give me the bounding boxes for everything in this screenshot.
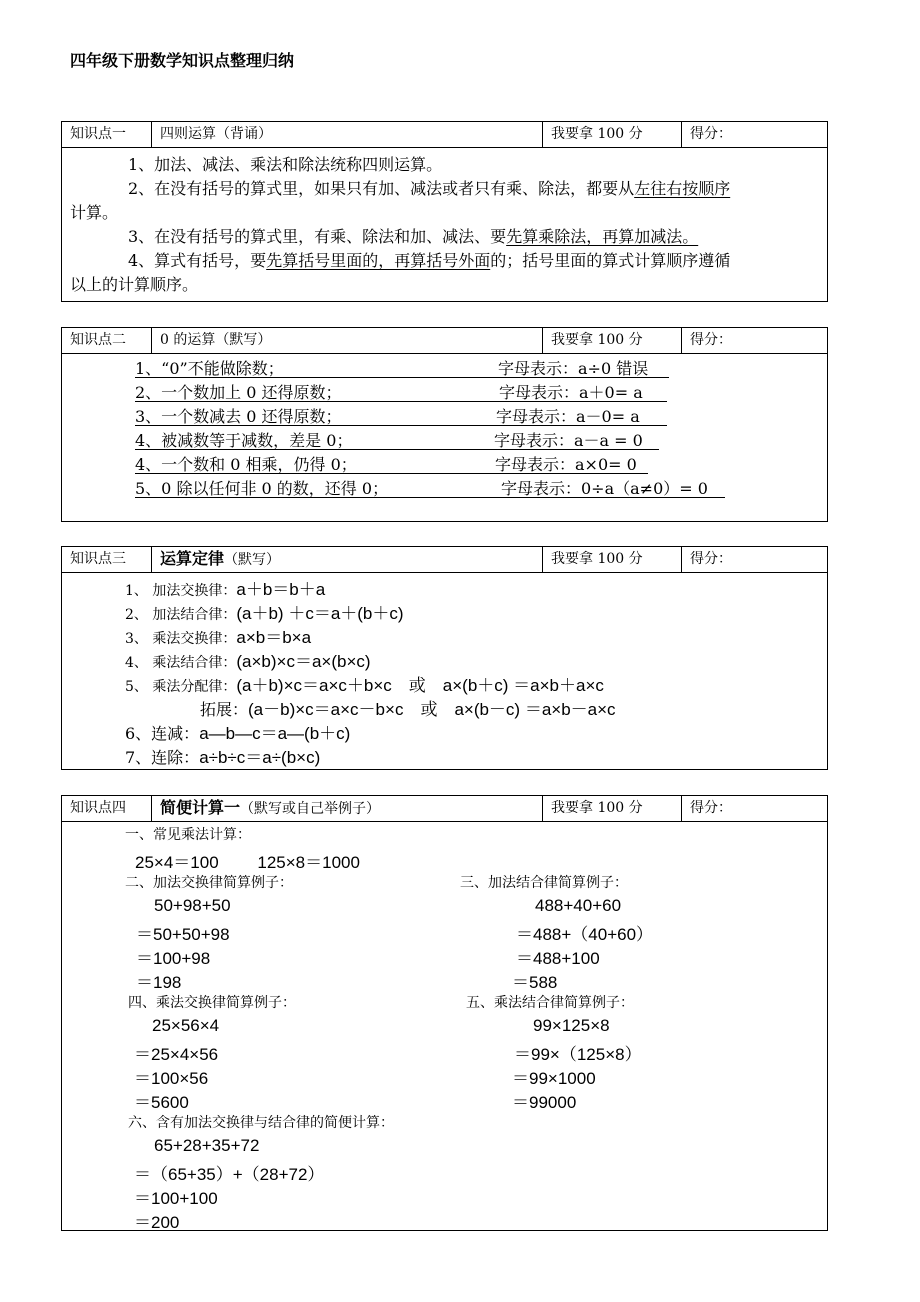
law-4-formula: (a×b)×c＝a×(b×c) (236, 652, 371, 671)
law-line-extension (200, 695, 616, 720)
zero-rule-5: 4、一个数和 0 相乘，仍得 0； (135, 455, 357, 474)
example-2-step-3: ＝100+98 (136, 949, 211, 968)
example-heading-1: 一、常见乘法计算： (125, 827, 251, 843)
section-4-topic-title: 简便计算一 (160, 798, 241, 817)
rule-line-3-emphasis: 先算乘除法，再算加减法。 (506, 227, 699, 246)
law-line-5 (125, 671, 604, 696)
law-4-name: 4、 乘法结合律： (125, 655, 237, 671)
example-3-step-1: 488+40+60 (535, 896, 622, 915)
section-3-topic-title: 运算定律 (160, 549, 225, 568)
law-6-formula: a—b—c＝a—(b＋c) (199, 724, 351, 743)
section-1-goal: 我要拿 100 分 (543, 122, 682, 147)
zero-formula-3: 字母表示：a－0= a (496, 407, 640, 426)
section-4-box (61, 795, 828, 1231)
section-2-header (62, 328, 827, 354)
zero-formula-2: 字母表示：a＋0= a (499, 383, 643, 402)
section-3-box (61, 546, 828, 770)
law-5-formula: (a＋b)×c＝a×c＋b×c 或 a×(b＋c) ＝a×b＋a×c (236, 676, 604, 695)
law-5-name: 5、 乘法分配律： (125, 679, 237, 695)
example-6-step-4: ＝200 (134, 1213, 180, 1232)
rule-line-1: 1、加法、减法、乘法和除法统称四则运算。 (128, 155, 443, 174)
section-4-header (62, 796, 827, 822)
law-1-formula: a＋b＝b＋a (236, 580, 326, 599)
rule-line-4-cont: 以上的计算顺序。 (70, 275, 199, 294)
example-6-step-1: 65+28+35+72 (154, 1136, 260, 1155)
section-2-goal: 我要拿 100 分 (543, 328, 682, 353)
example-6-step-3: ＝100+100 (134, 1189, 218, 1208)
zero-underline-1 (135, 377, 669, 378)
zero-formula-4: 字母表示：a－a = 0 (494, 431, 643, 450)
example-2-step-1: 50+98+50 (154, 896, 231, 915)
example-4-step-3: ＝100×56 (134, 1069, 209, 1088)
zero-rule-3: 3、一个数减去 0 还得原数； (135, 407, 342, 426)
zero-rule-6: 5、0 除以任何非 0 的数，还得 0； (135, 479, 389, 498)
section-2-box (61, 327, 828, 522)
zero-rule-2: 2、一个数加上 0 还得原数； (135, 383, 342, 402)
rule-line-3 (128, 224, 698, 247)
zero-underline-5 (135, 473, 648, 474)
law-7-formula: a÷b÷c＝a÷(b×c) (199, 748, 321, 767)
example-heading-4: 四、乘法交换律简算例子： (128, 995, 296, 1011)
example-heading-5: 五、乘法结合律简算例子： (466, 995, 634, 1011)
law-3-name: 3、 乘法交换律： (125, 631, 237, 647)
law-line-6 (125, 719, 350, 744)
law-line-4 (125, 647, 371, 672)
law-line-7 (125, 743, 320, 768)
zero-underline-6 (135, 497, 725, 498)
example-1-line: 25×4＝100 125×8＝1000 (135, 853, 360, 872)
example-5-step-4: ＝99000 (512, 1093, 577, 1112)
rule-line-2-cont: 计算。 (70, 203, 119, 222)
example-6-step-2: ＝（65+35）+（28+72） (134, 1165, 325, 1184)
section-2-score: 得分： (690, 332, 732, 348)
section-4-topic (152, 796, 543, 821)
section-1-topic: 四则运算（背诵） (152, 122, 543, 147)
rule-line-4-emphasis: 先算括号里面的，再算括号外面 (266, 251, 491, 270)
section-3-header (62, 547, 827, 573)
section-3-topic (152, 547, 543, 572)
zero-underline-2 (135, 401, 667, 402)
zero-formula-5: 字母表示：a×0= 0 (495, 455, 637, 474)
law-line-1 (125, 575, 325, 600)
example-heading-3: 三、加法结合律简算例子： (460, 875, 628, 891)
example-3-step-3: ＝488+100 (516, 949, 600, 968)
section-4-goal: 我要拿 100 分 (543, 796, 682, 821)
section-4-score: 得分： (690, 800, 732, 816)
section-1-header (62, 122, 827, 148)
law-3-formula: a×b＝b×a (236, 628, 312, 647)
section-2-topic: 0 的运算（默写） (152, 328, 543, 353)
section-3-topic-hint: （默写） (224, 552, 281, 568)
rule-line-3-text: 3、在没有括号的算式里，有乘、除法和加、减法、要 (128, 227, 507, 246)
zero-rule-4: 4、被减数等于减数，差是 0； (135, 431, 353, 450)
zero-formula-1: 字母表示：a÷0 错误 (498, 359, 649, 378)
page-title: 四年级下册数学知识点整理归纳 (70, 51, 295, 70)
example-5-step-1: 99×125×8 (533, 1016, 610, 1035)
section-1-label: 知识点一 (62, 122, 152, 147)
section-2-label: 知识点二 (62, 328, 152, 353)
example-4-step-4: ＝5600 (134, 1093, 189, 1112)
section-1-score: 得分： (690, 126, 732, 142)
law-extension-formula: (a－b)×c＝a×c－b×c 或 a×(b－c) ＝a×b－a×c (248, 700, 616, 719)
example-4-step-1: 25×56×4 (152, 1016, 220, 1035)
example-4-step-2: ＝25×4×56 (134, 1045, 219, 1064)
zero-rule-1: 1、“0”不能做除数； (135, 359, 284, 378)
law-1-name: 1、 加法交换律： (125, 583, 237, 599)
section-3-goal: 我要拿 100 分 (543, 547, 682, 572)
example-2-step-4: ＝198 (136, 973, 182, 992)
example-2-step-2: ＝50+50+98 (136, 925, 230, 944)
rule-line-4-tail: 的；括号里面的算式计算顺序遵循 (490, 251, 731, 270)
law-6-name: 6、连减： (125, 724, 200, 743)
rule-line-2-text: 2、在没有括号的算式里，如果只有加、减法或者只有乘、除法，都要从 (128, 179, 635, 198)
zero-underline-4 (135, 449, 659, 450)
example-heading-2: 二、加法交换律简算例子： (125, 875, 293, 891)
example-5-step-3: ＝99×1000 (512, 1069, 596, 1088)
rule-line-4 (128, 248, 730, 271)
law-line-2 (125, 599, 404, 624)
section-1-box (61, 121, 828, 302)
example-3-step-2: ＝488+（40+60） (516, 925, 654, 944)
example-5-step-2: ＝99×（125×8） (514, 1045, 642, 1064)
section-3-score: 得分： (690, 551, 732, 567)
zero-underline-3 (135, 425, 667, 426)
example-3-step-4: ＝588 (512, 973, 558, 992)
rule-line-4-text: 4、算式有括号，要 (128, 251, 267, 270)
zero-formula-6: 字母表示：0÷a（a≠0）= 0 (501, 479, 708, 498)
law-2-formula: (a＋b) ＋c＝a＋(b＋c) (236, 604, 404, 623)
law-extension-name: 拓展： (200, 700, 249, 719)
example-heading-6: 六、含有加法交换律与结合律的简便计算： (128, 1115, 394, 1131)
rule-line-2-emphasis: 左往右按顺序 (634, 179, 731, 198)
rule-line-2 (128, 176, 730, 199)
law-line-3 (125, 623, 311, 648)
section-3-label: 知识点三 (62, 547, 152, 572)
section-4-topic-hint: （默写或自己举例子） (240, 801, 381, 817)
law-2-name: 2、 加法结合律： (125, 607, 237, 623)
section-4-label: 知识点四 (62, 796, 152, 821)
law-7-name: 7、连除： (125, 748, 200, 767)
